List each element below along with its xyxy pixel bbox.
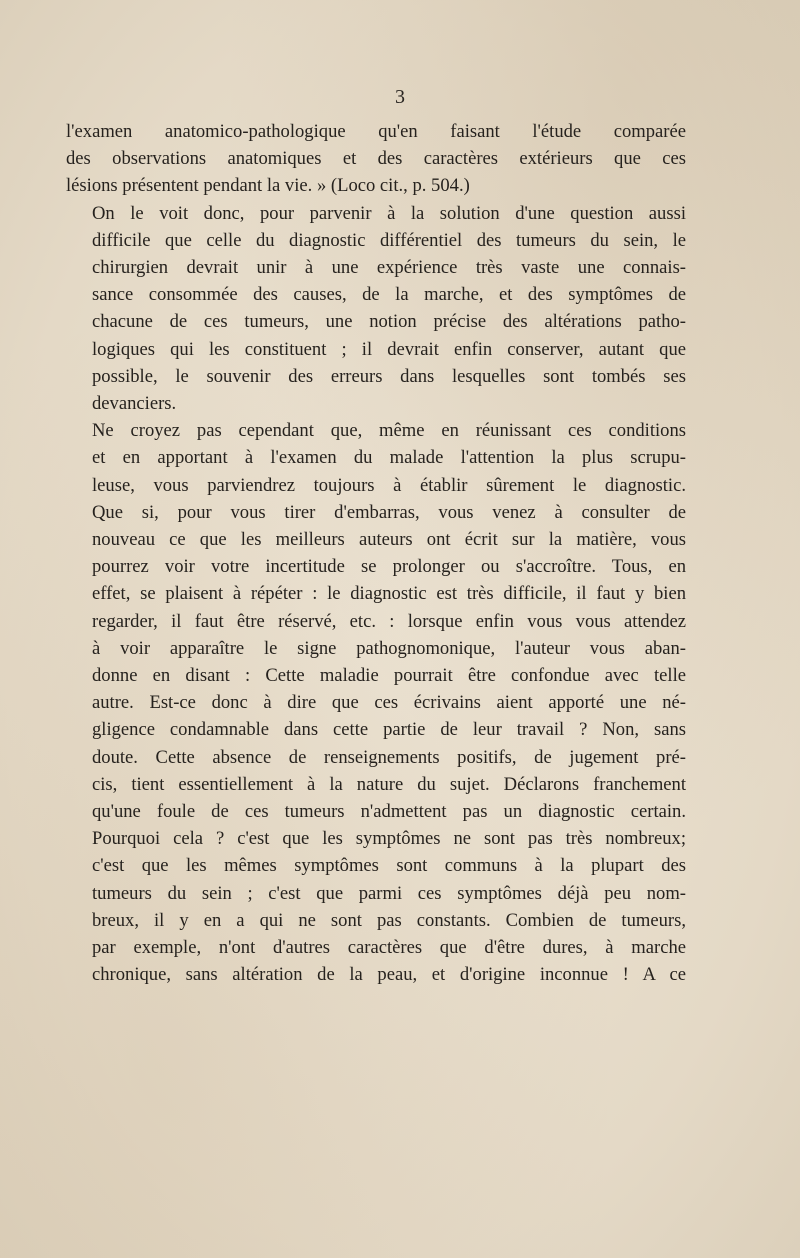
text-line: logiques qui les constituent ; il devrait enfin conserver, autant que <box>92 338 686 360</box>
text-line: breux, il y en a qui ne sont pas constants. Combien de tumeurs, <box>92 909 686 931</box>
text-line: Pourquoi cela ? c'est que les symptômes ne sont pas très nombreux; <box>92 828 686 850</box>
text-line: des observations anatomiques et des caractères extérieurs que ces <box>66 148 686 170</box>
text-line: leuse, vous parviendrez toujours à établir sûrement le diagnostic. <box>92 474 686 496</box>
text-line: Ne croyez pas cependant que, même en réunissant ces conditions <box>92 420 686 442</box>
text-line: donne en disant : Cette maladie pourrait être confondue avec telle <box>92 665 686 687</box>
paragraph-2 <box>66 200 686 418</box>
text-line: par exemple, n'ont d'autres caractères que d'être dures, à marche <box>92 937 686 959</box>
text-line: nouveau ce que les meilleurs auteurs ont écrit sur la matière, vous <box>92 529 686 551</box>
text-line: sance consommée des causes, de la marche, et des symptômes de <box>92 284 686 306</box>
text-line: regarder, il faut être réservé, etc. : lorsque enfin vous vous attendez <box>92 610 686 632</box>
text-line: lésions présentent pendant la vie. » (Loco cit., p. 504.) <box>66 175 470 197</box>
text-line: cis, tient essentiellement à la nature du sujet. Déclarons franchement <box>92 773 686 795</box>
text-line: chirurgien devrait unir à une expérience très vaste une connais- <box>92 257 686 279</box>
text-line: devanciers. <box>92 393 177 415</box>
text-line: tumeurs du sein ; c'est que parmi ces symptômes déjà peu nom- <box>92 882 686 904</box>
text-line: Que si, pour vous tirer d'embarras, vous venez à consulter de <box>92 501 686 523</box>
text-line: qu'une foule de ces tumeurs n'admettent pas un diagnostic certain. <box>92 801 686 823</box>
text-line: pourrez voir votre incertitude se prolonger ou s'accroître. Tous, en <box>92 556 686 578</box>
text-line: autre. Est-ce donc à dire que ces écrivains aient apporté une né- <box>92 692 686 714</box>
text-line: possible, le souvenir des erreurs dans lesquelles sont tombés ses <box>92 365 686 387</box>
text-line: doute. Cette absence de renseignements positifs, de jugement pré- <box>92 746 686 768</box>
text-line: difficile que celle du diagnostic différentiel des tumeurs du sein, le <box>92 229 686 251</box>
text-line: chacune de ces tumeurs, une notion précise des altérations patho- <box>92 311 686 333</box>
body-text <box>66 118 686 989</box>
paragraph-1 <box>66 118 686 200</box>
page-number: 3 <box>395 86 405 108</box>
paragraph-3 <box>66 417 686 988</box>
text-line: et en apportant à l'examen du malade l'attention la plus scrupu- <box>92 447 686 469</box>
text-line: effet, se plaisent à répéter : le diagnostic est très difficile, il faut y bien <box>92 583 686 605</box>
text-line: chronique, sans altération de la peau, et d'origine inconnue ! A ce <box>92 964 686 986</box>
text-line: gligence condamnable dans cette partie de leur travail ? Non, sans <box>92 719 686 741</box>
text-line: c'est que les mêmes symptômes sont communs à la plupart des <box>92 855 686 877</box>
text-line: On le voit donc, pour parvenir à la solution d'une question aussi <box>92 202 686 224</box>
text-line: l'examen anatomico-pathologique qu'en faisant l'étude comparée <box>66 121 686 142</box>
text-line: à voir apparaître le signe pathognomonique, l'auteur vous aban- <box>92 637 686 659</box>
